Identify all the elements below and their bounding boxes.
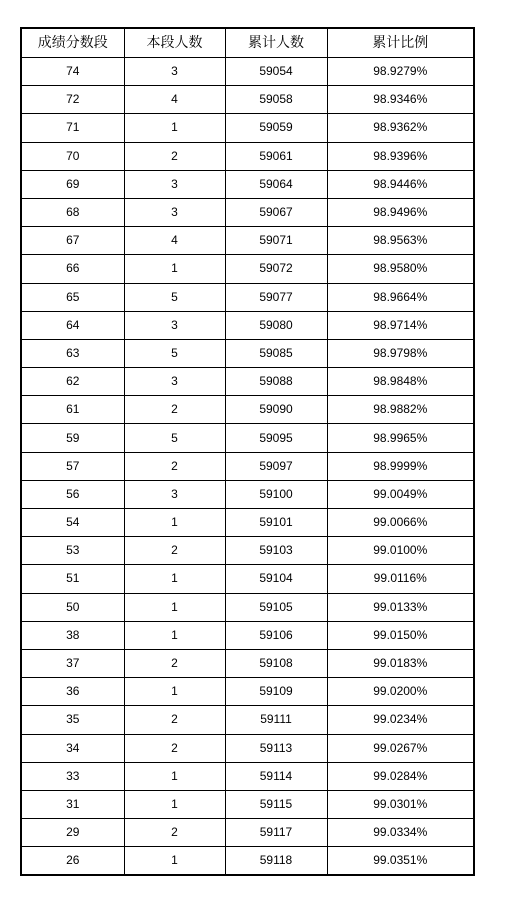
table-row (21, 678, 474, 706)
cell-score-range: 37 (21, 649, 124, 677)
cell-segment-count: 4 (124, 227, 225, 255)
cell-cumulative-count: 59095 (225, 424, 327, 452)
cell-cumulative-ratio: 98.9396% (327, 142, 474, 170)
cell-segment-count: 2 (124, 396, 225, 424)
cell-score-range: 66 (21, 255, 124, 283)
cell-score-range: 74 (21, 58, 124, 86)
cell-segment-count: 3 (124, 480, 225, 508)
cell-score-range: 36 (21, 678, 124, 706)
cell-score-range: 57 (21, 452, 124, 480)
cell-score-range: 31 (21, 790, 124, 818)
cell-cumulative-ratio: 98.9446% (327, 170, 474, 198)
cell-cumulative-count: 59059 (225, 114, 327, 142)
cell-cumulative-count: 59072 (225, 255, 327, 283)
cell-cumulative-ratio: 98.9580% (327, 255, 474, 283)
table-row (21, 339, 474, 367)
table-row (21, 565, 474, 593)
cell-cumulative-count: 59105 (225, 593, 327, 621)
table-row (21, 706, 474, 734)
table-row (21, 593, 474, 621)
cell-score-range: 26 (21, 847, 124, 876)
cell-cumulative-count: 59118 (225, 847, 327, 876)
cell-cumulative-ratio: 99.0133% (327, 593, 474, 621)
cell-segment-count: 2 (124, 142, 225, 170)
cell-cumulative-ratio: 98.9714% (327, 311, 474, 339)
cell-score-range: 53 (21, 537, 124, 565)
cell-cumulative-count: 59097 (225, 452, 327, 480)
table-row (21, 368, 474, 396)
cell-segment-count: 3 (124, 58, 225, 86)
table-row (21, 537, 474, 565)
cell-cumulative-ratio: 99.0284% (327, 762, 474, 790)
cell-cumulative-count: 59111 (225, 706, 327, 734)
table-header-row (21, 28, 474, 58)
cell-cumulative-ratio: 99.0150% (327, 621, 474, 649)
table-row (21, 170, 474, 198)
cell-segment-count: 1 (124, 565, 225, 593)
table-row (21, 198, 474, 226)
cell-cumulative-ratio: 98.9664% (327, 283, 474, 311)
cell-cumulative-ratio: 99.0183% (327, 649, 474, 677)
cell-segment-count: 1 (124, 678, 225, 706)
cell-segment-count: 3 (124, 311, 225, 339)
table-row (21, 227, 474, 255)
cell-cumulative-ratio: 99.0301% (327, 790, 474, 818)
cell-cumulative-count: 59071 (225, 227, 327, 255)
cell-cumulative-count: 59117 (225, 819, 327, 847)
table-row (21, 847, 474, 876)
cell-cumulative-ratio: 99.0200% (327, 678, 474, 706)
cell-cumulative-count: 59064 (225, 170, 327, 198)
cell-segment-count: 1 (124, 114, 225, 142)
cell-segment-count: 5 (124, 283, 225, 311)
cell-cumulative-count: 59103 (225, 537, 327, 565)
cell-score-range: 62 (21, 368, 124, 396)
cell-segment-count: 1 (124, 255, 225, 283)
table-row (21, 480, 474, 508)
cell-segment-count: 2 (124, 452, 225, 480)
cell-score-range: 35 (21, 706, 124, 734)
table-row (21, 142, 474, 170)
cell-score-range: 56 (21, 480, 124, 508)
cell-cumulative-ratio: 99.0049% (327, 480, 474, 508)
cell-cumulative-count: 59104 (225, 565, 327, 593)
cell-cumulative-count: 59114 (225, 762, 327, 790)
cell-score-range: 34 (21, 734, 124, 762)
cell-cumulative-count: 59101 (225, 509, 327, 537)
cell-segment-count: 3 (124, 170, 225, 198)
table-row (21, 621, 474, 649)
cell-cumulative-ratio: 98.9362% (327, 114, 474, 142)
cell-cumulative-ratio: 99.0334% (327, 819, 474, 847)
table-row (21, 255, 474, 283)
cell-segment-count: 2 (124, 819, 225, 847)
table-row (21, 424, 474, 452)
cell-cumulative-count: 59109 (225, 678, 327, 706)
cell-score-range: 61 (21, 396, 124, 424)
cell-segment-count: 1 (124, 621, 225, 649)
cell-segment-count: 1 (124, 790, 225, 818)
cell-score-range: 68 (21, 198, 124, 226)
cell-score-range: 72 (21, 86, 124, 114)
cell-cumulative-count: 59077 (225, 283, 327, 311)
cell-cumulative-count: 59080 (225, 311, 327, 339)
cell-cumulative-ratio: 98.9346% (327, 86, 474, 114)
table-row (21, 311, 474, 339)
cell-segment-count: 2 (124, 537, 225, 565)
cell-cumulative-ratio: 98.9999% (327, 452, 474, 480)
cell-segment-count: 5 (124, 339, 225, 367)
cell-segment-count: 1 (124, 847, 225, 876)
cell-cumulative-count: 59054 (225, 58, 327, 86)
table-body (21, 58, 474, 876)
cell-cumulative-count: 59067 (225, 198, 327, 226)
cell-cumulative-ratio: 99.0100% (327, 537, 474, 565)
cell-cumulative-ratio: 99.0116% (327, 565, 474, 593)
cell-score-range: 71 (21, 114, 124, 142)
cell-score-range: 64 (21, 311, 124, 339)
cell-score-range: 54 (21, 509, 124, 537)
cell-score-range: 33 (21, 762, 124, 790)
cell-score-range: 51 (21, 565, 124, 593)
cell-score-range: 38 (21, 621, 124, 649)
cell-cumulative-ratio: 99.0351% (327, 847, 474, 876)
cell-score-range: 69 (21, 170, 124, 198)
cell-cumulative-ratio: 98.9882% (327, 396, 474, 424)
table-row (21, 509, 474, 537)
cell-cumulative-count: 59115 (225, 790, 327, 818)
cell-cumulative-ratio: 98.9496% (327, 198, 474, 226)
cell-segment-count: 1 (124, 593, 225, 621)
cell-cumulative-count: 59100 (225, 480, 327, 508)
cell-score-range: 29 (21, 819, 124, 847)
cell-score-range: 65 (21, 283, 124, 311)
table-row (21, 790, 474, 818)
table-row (21, 283, 474, 311)
table-row (21, 86, 474, 114)
cell-cumulative-ratio: 98.9563% (327, 227, 474, 255)
table-row (21, 734, 474, 762)
cell-cumulative-ratio: 98.9798% (327, 339, 474, 367)
header-score-range: 成绩分数段 (21, 28, 124, 58)
table-row (21, 762, 474, 790)
cell-cumulative-ratio: 99.0234% (327, 706, 474, 734)
header-cumulative-ratio: 累计比例 (327, 28, 474, 58)
cell-cumulative-count: 59113 (225, 734, 327, 762)
cell-cumulative-ratio: 98.9279% (327, 58, 474, 86)
cell-cumulative-ratio: 99.0267% (327, 734, 474, 762)
cell-segment-count: 2 (124, 734, 225, 762)
cell-score-range: 63 (21, 339, 124, 367)
cell-cumulative-count: 59061 (225, 142, 327, 170)
cell-segment-count: 2 (124, 706, 225, 734)
cell-segment-count: 3 (124, 368, 225, 396)
cell-segment-count: 1 (124, 509, 225, 537)
cell-cumulative-ratio: 99.0066% (327, 509, 474, 537)
cell-score-range: 70 (21, 142, 124, 170)
cell-segment-count: 1 (124, 762, 225, 790)
table-row (21, 819, 474, 847)
cell-segment-count: 5 (124, 424, 225, 452)
cell-segment-count: 4 (124, 86, 225, 114)
cell-cumulative-count: 59090 (225, 396, 327, 424)
cell-cumulative-count: 59108 (225, 649, 327, 677)
table-row (21, 452, 474, 480)
table-row (21, 396, 474, 424)
header-cumulative-count: 累计人数 (225, 28, 327, 58)
cell-score-range: 50 (21, 593, 124, 621)
cell-score-range: 59 (21, 424, 124, 452)
cell-cumulative-count: 59106 (225, 621, 327, 649)
table-row (21, 649, 474, 677)
score-distribution-table (20, 27, 475, 876)
table-row (21, 114, 474, 142)
cell-cumulative-count: 59085 (225, 339, 327, 367)
cell-cumulative-count: 59058 (225, 86, 327, 114)
cell-score-range: 67 (21, 227, 124, 255)
cell-cumulative-count: 59088 (225, 368, 327, 396)
cell-cumulative-ratio: 98.9965% (327, 424, 474, 452)
table-row (21, 58, 474, 86)
cell-cumulative-ratio: 98.9848% (327, 368, 474, 396)
header-segment-count: 本段人数 (124, 28, 225, 58)
cell-segment-count: 3 (124, 198, 225, 226)
cell-segment-count: 2 (124, 649, 225, 677)
